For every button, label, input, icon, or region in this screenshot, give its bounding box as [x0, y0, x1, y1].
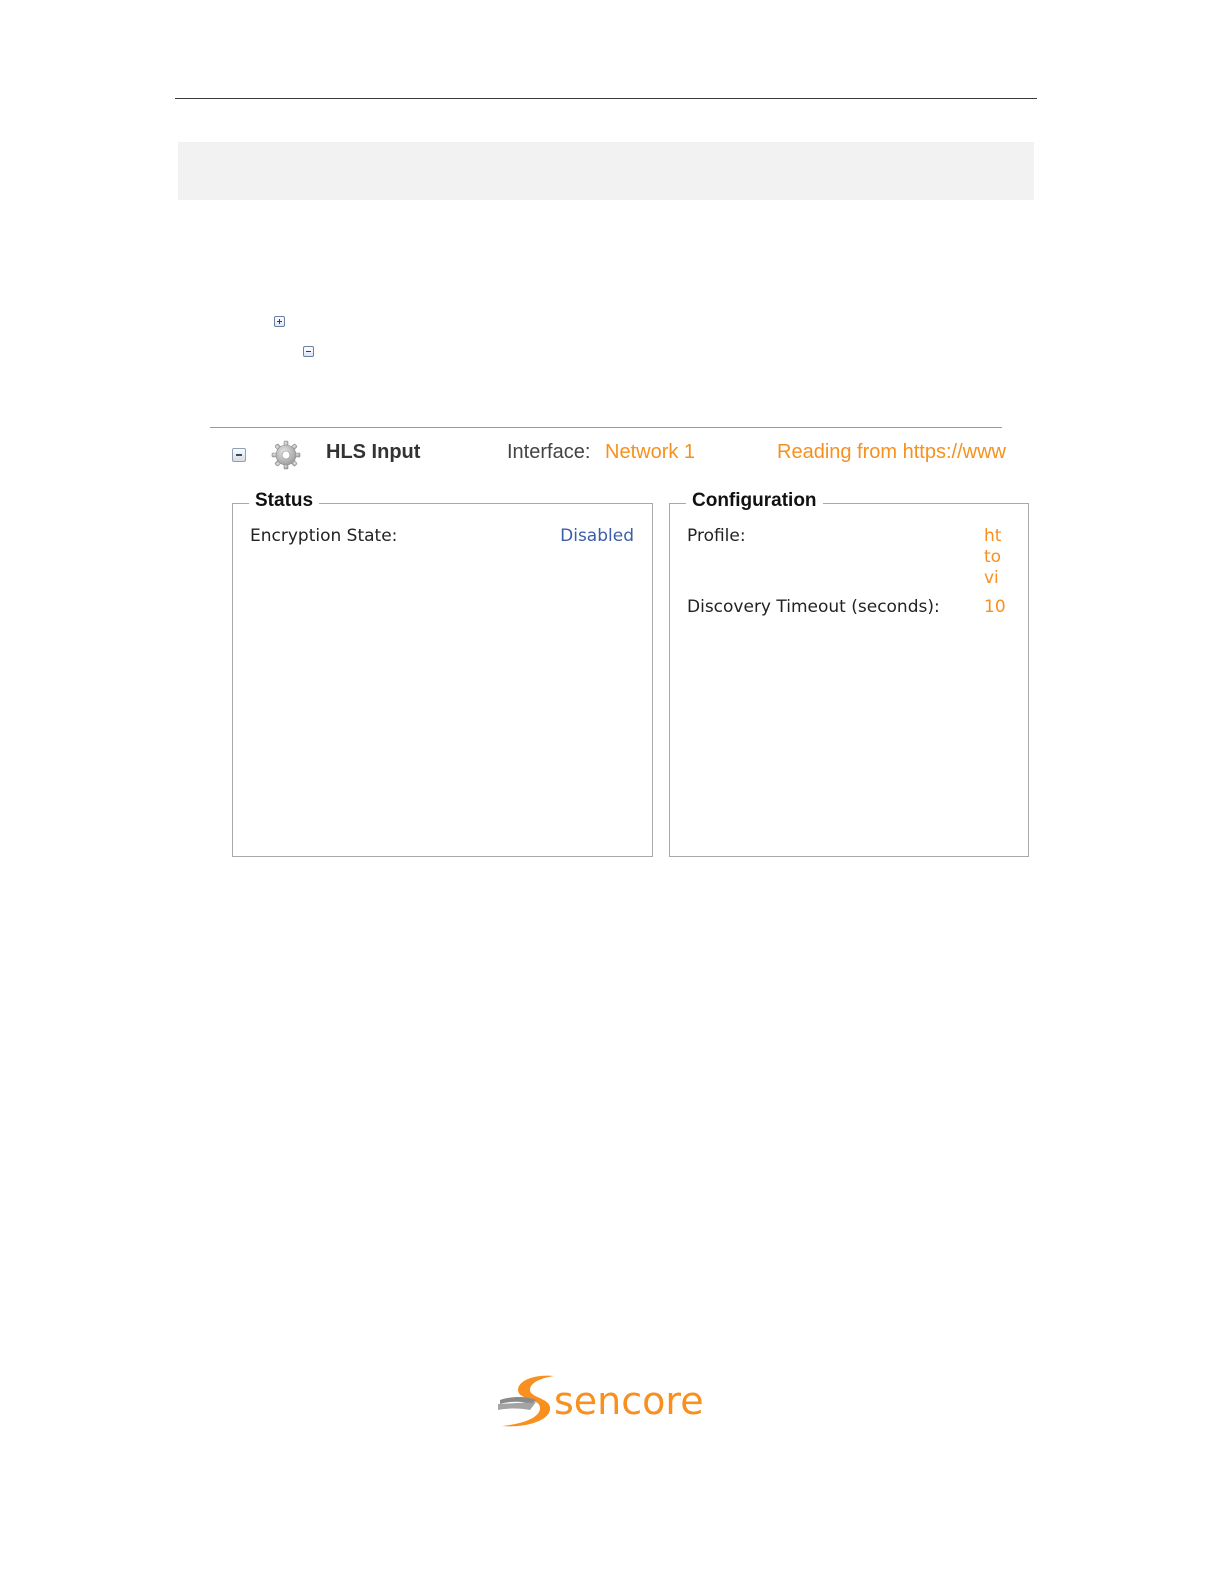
- interface-label: Interface:: [507, 441, 591, 463]
- tree-expand-icon[interactable]: [274, 316, 285, 327]
- discovery-timeout-label: Discovery Timeout (seconds):: [687, 597, 940, 617]
- configuration-legend: Configuration: [686, 490, 823, 512]
- logo-wordmark: sencore: [554, 1379, 704, 1423]
- sencore-logo: [496, 1370, 716, 1432]
- status-legend: Status: [249, 490, 319, 512]
- status-group: [232, 490, 653, 857]
- profile-value-line: ht: [984, 526, 1002, 546]
- configuration-group: [669, 490, 1029, 857]
- profile-value-line: to: [984, 547, 1002, 567]
- discovery-timeout-value: 10: [984, 597, 1006, 617]
- profile-label: Profile:: [687, 526, 746, 546]
- interface-value: Network 1: [605, 441, 696, 463]
- panel-title: HLS Input: [326, 441, 421, 463]
- profile-value-line: vi: [984, 568, 999, 588]
- encryption-state-label: Encryption State:: [250, 526, 398, 546]
- panel-top-rule: [210, 427, 1002, 428]
- hls-input-panel: [210, 427, 1006, 867]
- reading-status: Reading from https://www: [777, 441, 1006, 463]
- gear-icon[interactable]: [270, 439, 302, 471]
- header-band: [178, 142, 1034, 200]
- collapse-icon[interactable]: [232, 448, 246, 462]
- header-rule: [175, 98, 1037, 99]
- encryption-state-value: Disabled: [560, 526, 634, 546]
- tree-collapse-icon[interactable]: [303, 346, 314, 357]
